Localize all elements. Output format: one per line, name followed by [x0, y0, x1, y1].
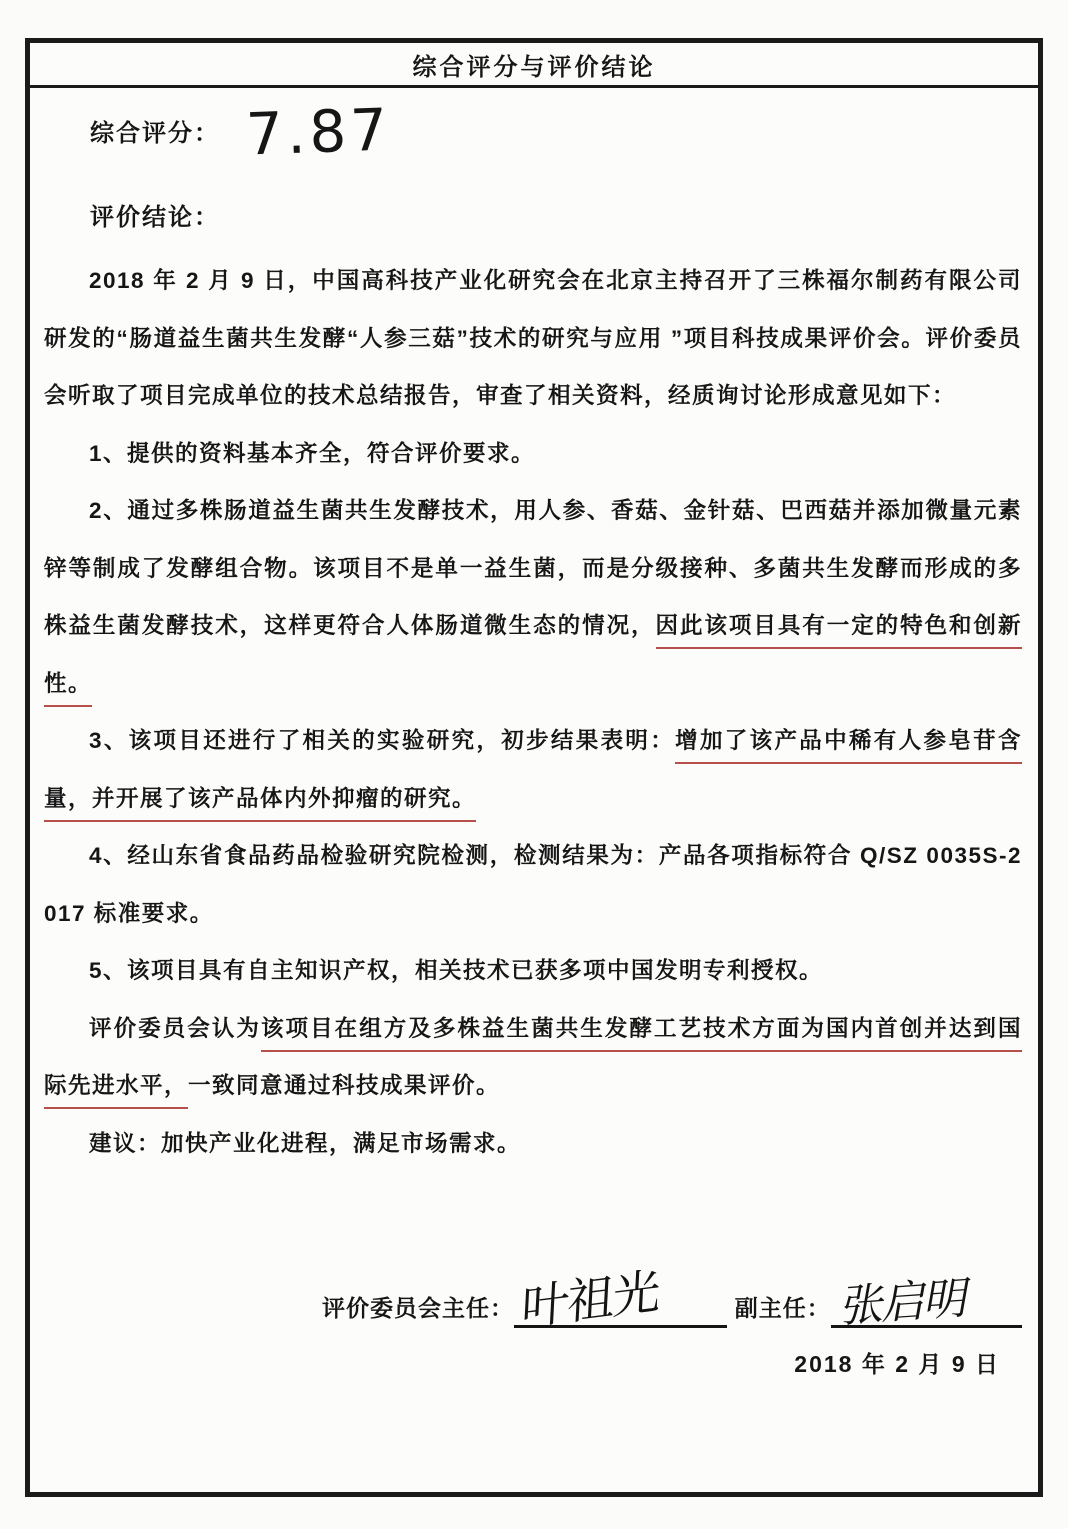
red-underlined-text: 因此该项目具有一定的特色和创新性。	[44, 613, 1022, 707]
conclusion-label: 评价结论：	[90, 204, 220, 231]
paragraph	[44, 1115, 1022, 1173]
paragraph-text: 5、该项目具有自主知识产权，相关技术已获多项中国发明专利授权。	[89, 958, 824, 983]
red-underlined-text: 该项目在组方及多株益生菌共生发酵工艺技术方面为国内首创并达到国际先进水平，	[44, 1016, 1022, 1110]
paragraph	[44, 252, 1022, 425]
paragraph	[44, 712, 1022, 827]
chairman-signature-line	[514, 1265, 727, 1336]
paragraph	[44, 827, 1022, 942]
score-label: 综合评分：	[90, 120, 220, 147]
paragraph-text: 2018 年 2 月 9 日，中国高科技产业化研究会在北京主持召开了三株福尔制药有限公司研发的“肠道益生菌共生发酵“人参三菇”技术的研究与应用 ”项目科技成果评价会。评价委员会听取了项目完成单位的技术总结报告，审查了相关资料，经质询讨论形成意见如下：	[44, 268, 1022, 408]
red-underlined-text: 增加了该产品中稀有人参皂苷含量，并开展了该产品体内外抑瘤的研究。	[44, 728, 1022, 822]
paragraph-text: 3、该项目还进行了相关的实验研究，初步结果表明：	[89, 728, 676, 753]
date-text: 2018 年 2 月 9 日	[794, 1351, 1000, 1377]
deputy-label: 副主任：	[734, 1295, 831, 1321]
paragraph-text: 1、提供的资料基本齐全，符合评价要求。	[89, 440, 536, 466]
signature-row	[44, 1265, 1022, 1336]
paragraph-text: 评价委员会认为	[89, 1015, 261, 1041]
page-title: 综合评分与评价结论	[412, 53, 656, 81]
paragraph	[44, 482, 1022, 712]
section-title-bar	[30, 43, 1038, 88]
conclusion-row	[90, 196, 1022, 240]
paragraph-text: 2、通过多株肠道益生菌共生发酵技术，用人参、香菇、金针菇、巴西菇并添加微量元素锌等制成了发酵组合物。该项目不是单一益生菌，而是分级接种、多菌共生发酵而形成的多株益生菌发酵技术，这样更符合人体肠道微生态的情况，	[44, 498, 1022, 638]
chairman-label: 评价委员会主任：	[322, 1295, 514, 1321]
paragraph-text: 一致同意通过科技成果评价。	[188, 1073, 501, 1098]
paragraph	[44, 1000, 1022, 1115]
chairman-signature-handwriting: 叶祖光	[520, 1265, 660, 1336]
paragraph	[44, 425, 1022, 483]
body-paragraphs	[44, 252, 1022, 1172]
deputy-signature-line	[831, 1273, 1022, 1332]
paragraph-text: 建议：加快产业化进程，满足市场需求。	[89, 1130, 522, 1156]
score-row	[90, 95, 1022, 188]
document-frame	[25, 38, 1043, 1497]
paragraph	[44, 942, 1022, 1000]
date-row	[44, 1346, 1022, 1379]
score-value-handwritten: 7.87	[244, 95, 393, 169]
deputy-signature-handwriting: 张启明	[837, 1273, 972, 1332]
paragraph-text: 4、经山东省食品药品检验研究院检测，检测结果为：产品各项指标符合 Q/SZ 0035S-2017 标准要求。	[44, 843, 1022, 926]
document-body	[30, 88, 1038, 1379]
